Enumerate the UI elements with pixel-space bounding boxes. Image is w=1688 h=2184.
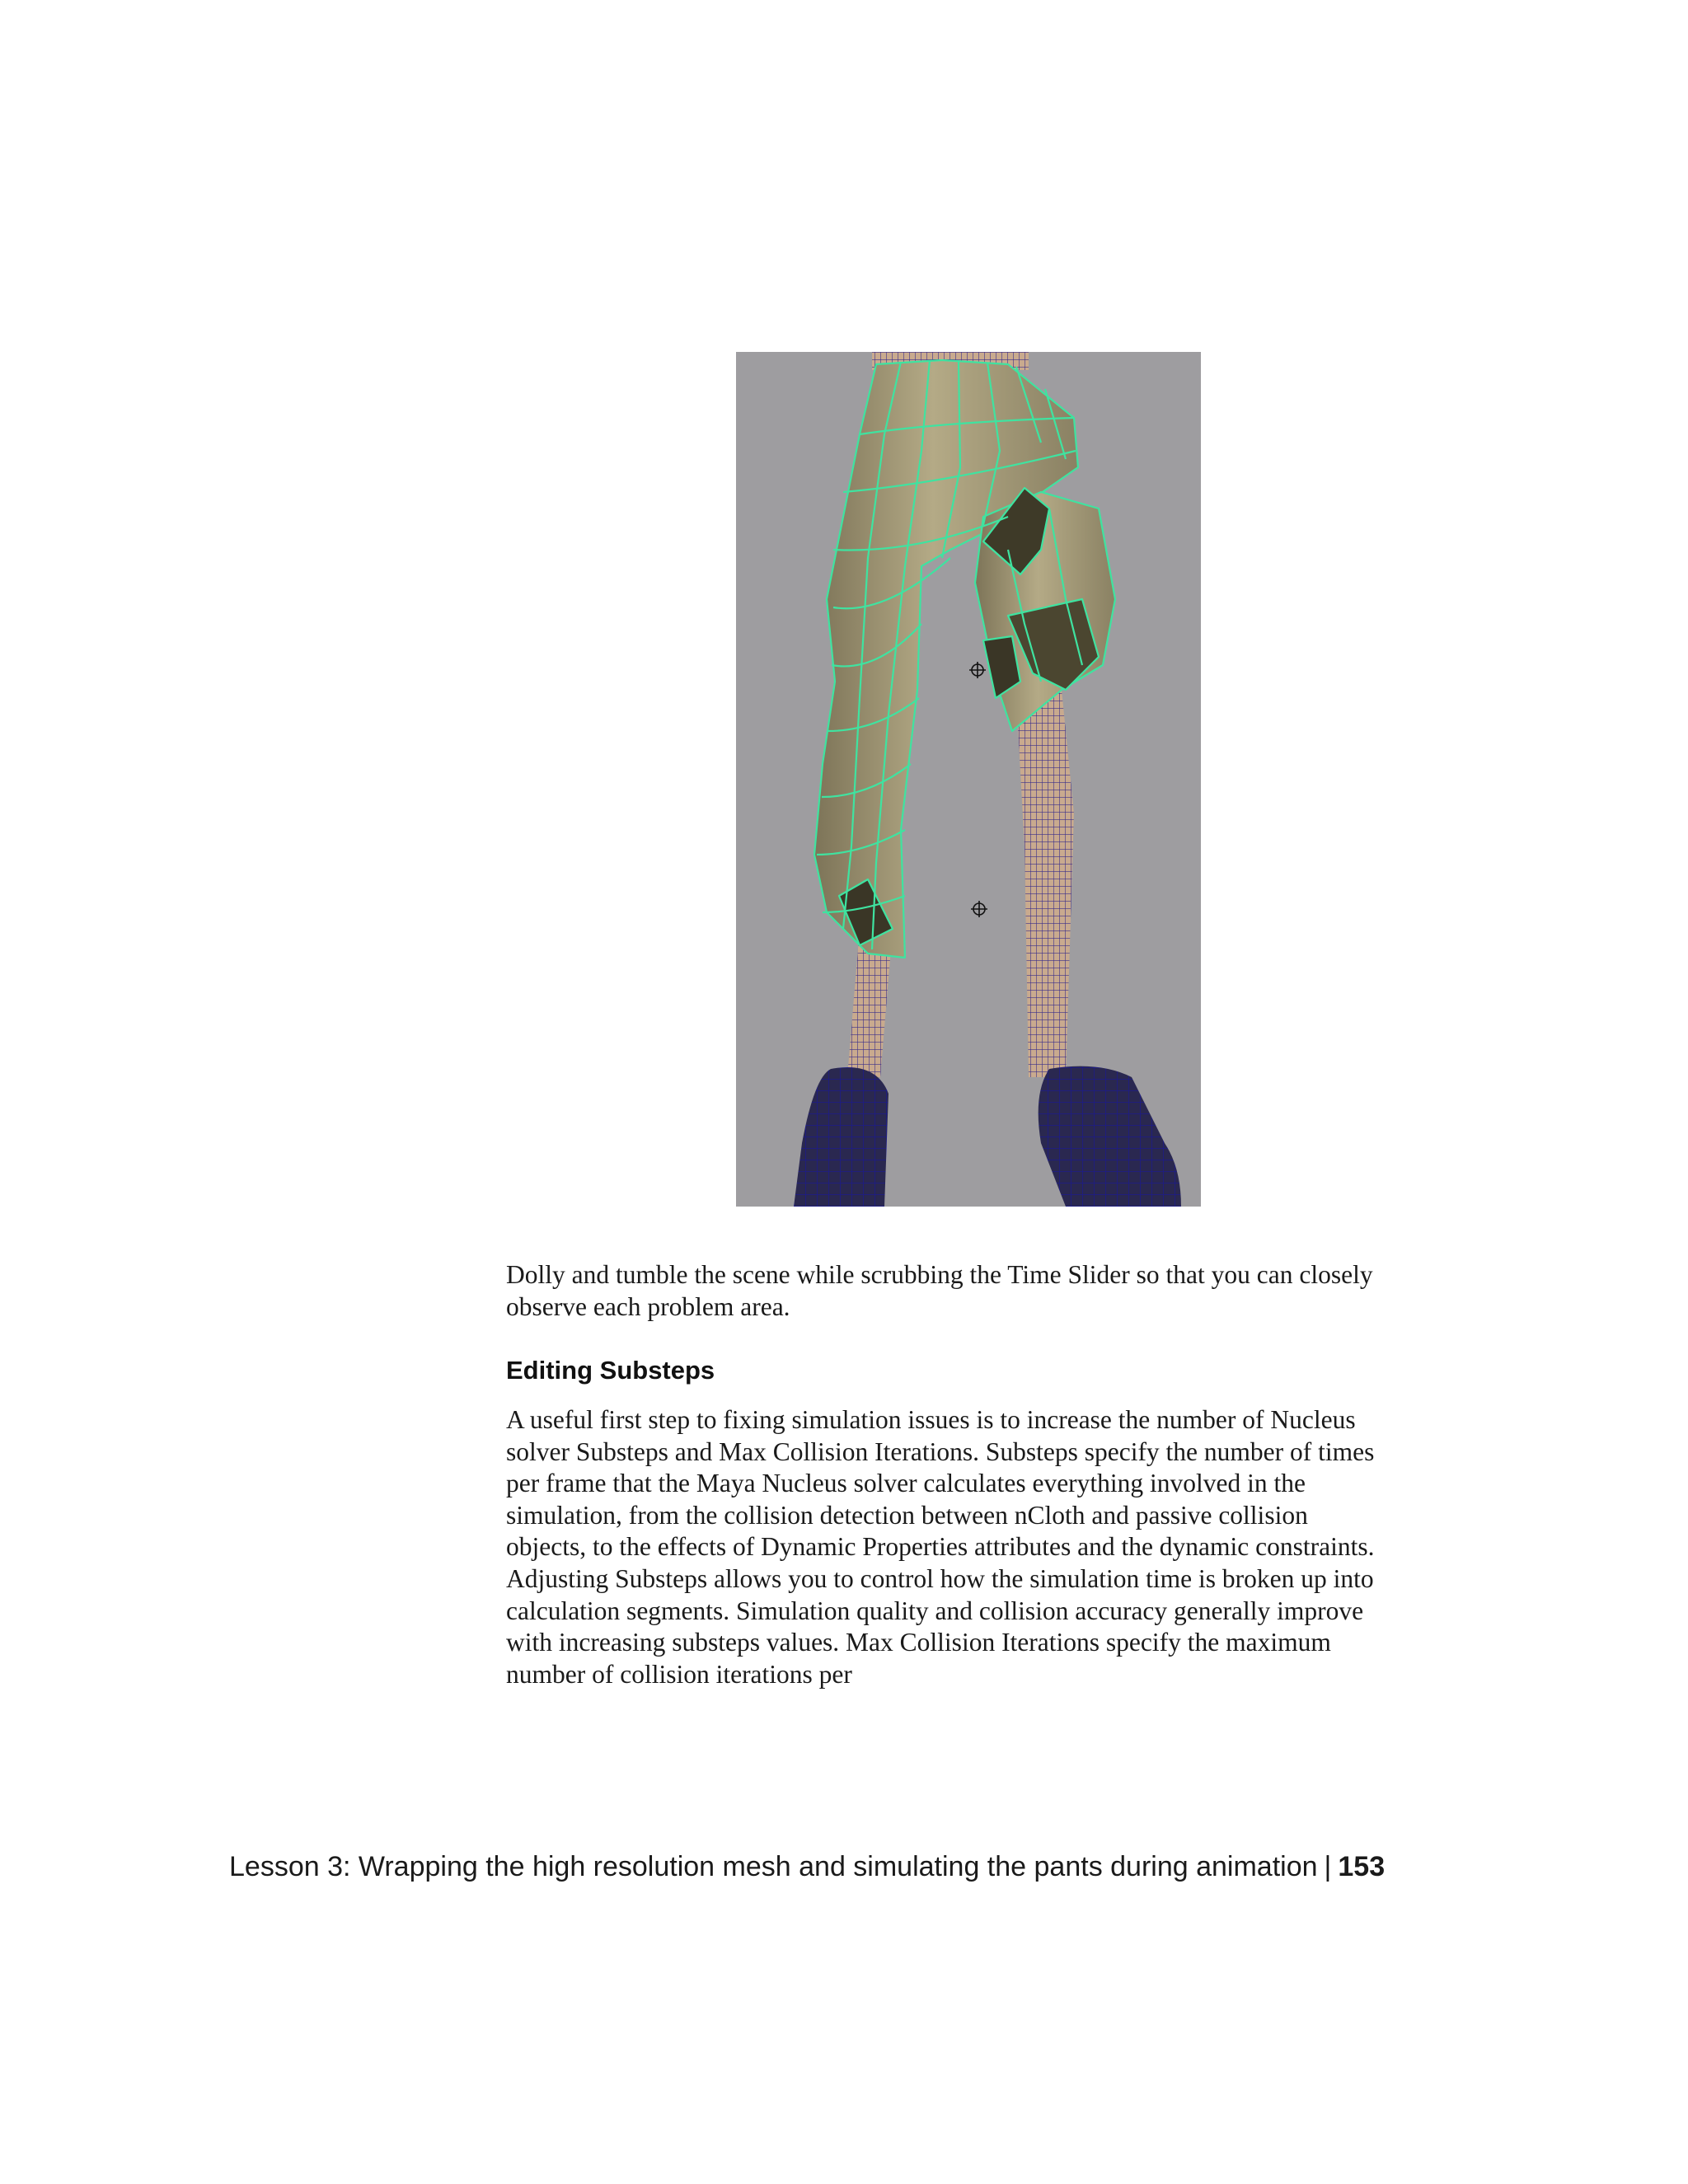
section-heading: Editing Substeps	[506, 1356, 715, 1385]
body-paragraph: Dolly and tumble the scene while scrubbing the Time Slider so that you can closely observe each problem area.	[506, 1260, 1373, 1321]
footer-lesson-title: Lesson 3: Wrapping the high resolution mesh and simulating the pants during animation	[229, 1851, 1318, 1882]
footer-separator: |	[1324, 1851, 1332, 1882]
page-footer	[229, 1849, 1385, 1884]
ncloth-viewport-image	[736, 352, 1201, 1207]
page-number: 153	[1338, 1851, 1386, 1882]
body-paragraph: A useful first step to fixing simulation issues is to increase the number of Nucleus solver Substeps and Max Collision Iterations. Substeps specify the number of times per frame that the Maya Nucleus solver calculates everything involved in the simulation, from the collision detection between nCloth and passive collision objects, to the effects of Dynamic Properties attributes and the dynamic constraints. Adjusting Substeps allows you to control how the simulation time is broken up into calculation segments. Simulation quality and collision accuracy generally improve with increasing substeps values. Max Collision Iterations specify the maximum number of collision iterations per	[506, 1405, 1375, 1689]
